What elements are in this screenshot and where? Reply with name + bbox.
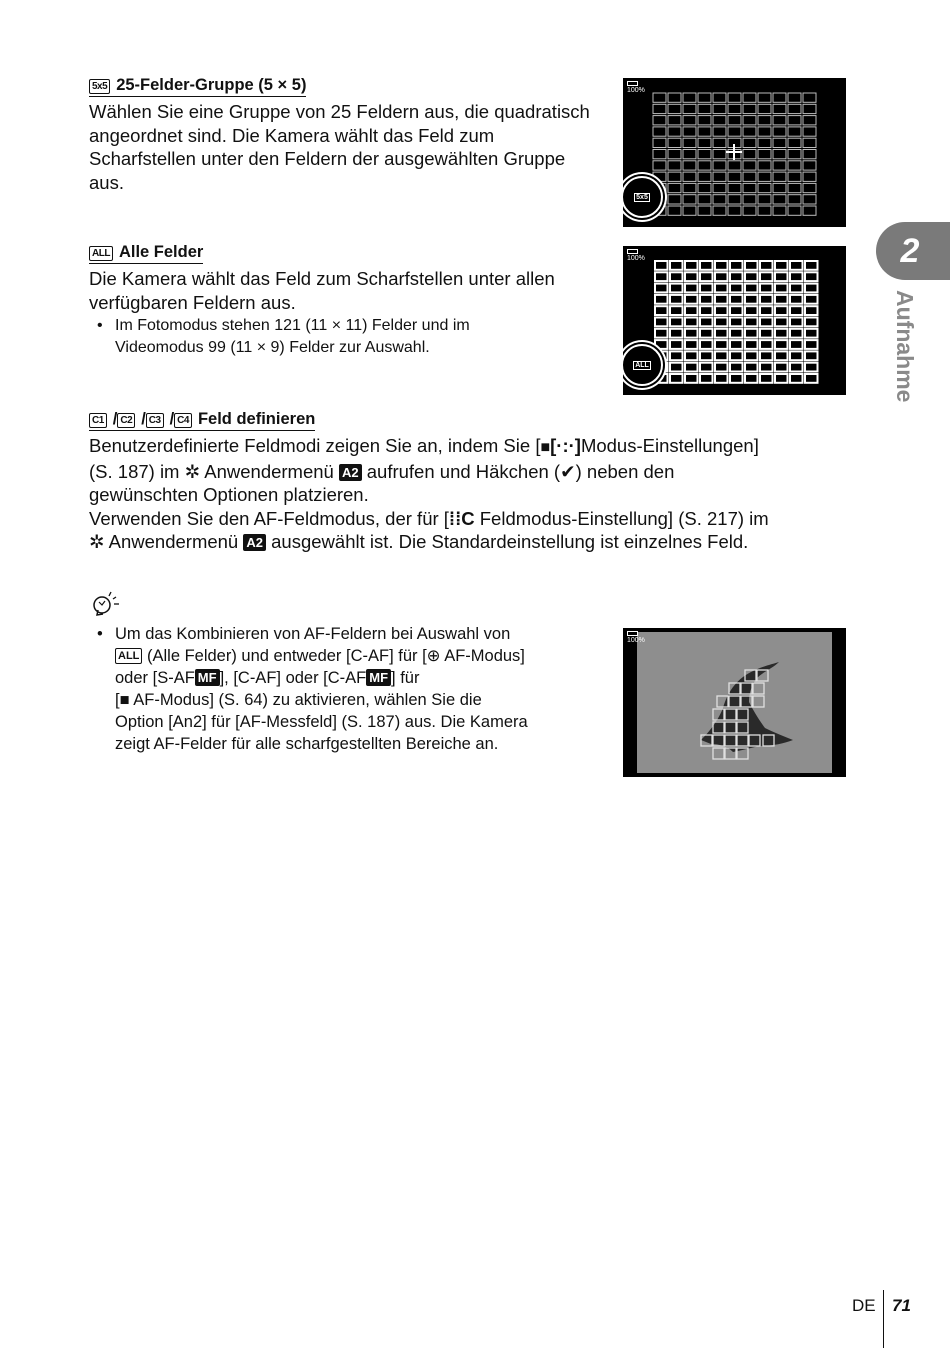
- af-field: [713, 183, 726, 192]
- af-field: [760, 340, 773, 349]
- af-field: [745, 340, 758, 349]
- af-field: [760, 272, 773, 281]
- tip-text: • Um das Kombinieren von AF-Feldern bei Auswahl von ALL (Alle Felder) und entweder [C-AF] für [⊕ AF-Modus] oder [S-AF MF ], [C-AF] oder [C-AF MF ] für [■ AF-Modus] (S. 64) zu aktivieren, wählen Sie die Option [An2] für [AF-Messfeld] (S. 187) aus. Die Kamera zeigt AF-Felder für alle scharfgestellten Bereiche an.: [89, 623, 620, 755]
- af-field: [683, 127, 696, 136]
- af-field: [758, 183, 771, 192]
- mode-dial-icon: [623, 176, 663, 218]
- af-field: [685, 351, 698, 360]
- af-field: [683, 93, 696, 102]
- af-field: [685, 374, 698, 383]
- af-field: [683, 104, 696, 113]
- af-field: [700, 261, 713, 270]
- chapter-label: Aufnahme: [892, 290, 918, 403]
- af-field: [805, 363, 818, 372]
- af-field: [715, 261, 728, 270]
- af-custom-icon: ⁞⁞C: [448, 507, 475, 529]
- af-field: [700, 284, 713, 293]
- af-field: [670, 340, 683, 349]
- af-field: [743, 206, 756, 215]
- menu-a2-icon: A2: [339, 464, 362, 481]
- af-field: [788, 93, 801, 102]
- heading-text: Feld definieren: [197, 410, 316, 428]
- af-field: [745, 351, 758, 360]
- af-field: [668, 161, 681, 170]
- af-field: [713, 161, 726, 170]
- af-field: [715, 329, 728, 338]
- active-af-field: [753, 683, 764, 694]
- af-field: [773, 172, 786, 181]
- af-field: [715, 272, 728, 281]
- af-field: [670, 306, 683, 315]
- af-field: [685, 329, 698, 338]
- af-field: [653, 116, 666, 125]
- af-field: [805, 340, 818, 349]
- af-field: [668, 150, 681, 159]
- af-field: [790, 374, 803, 383]
- af-field: [743, 195, 756, 204]
- af-field: [730, 318, 743, 327]
- af-field: [668, 104, 681, 113]
- mode-dial-icon: [623, 344, 663, 386]
- section-heading: [89, 76, 306, 97]
- af-field: [683, 116, 696, 125]
- active-af-field: [753, 696, 764, 707]
- af-field: [758, 161, 771, 170]
- af-field: [730, 351, 743, 360]
- af-field: [775, 261, 788, 270]
- af-field: [775, 272, 788, 281]
- af-field: [730, 363, 743, 372]
- af-field: [715, 284, 728, 293]
- af-field: [668, 206, 681, 215]
- tip-icon: [89, 588, 123, 623]
- af-field: [670, 261, 683, 270]
- af-field: [773, 195, 786, 204]
- page-number: 71: [892, 1296, 911, 1315]
- af-field: [713, 104, 726, 113]
- af-field: [668, 116, 681, 125]
- af-field: [683, 150, 696, 159]
- af-field: [685, 284, 698, 293]
- af-field: [668, 195, 681, 204]
- camera-icon: ■: [119, 691, 130, 709]
- zoom-label: 100%: [627, 637, 645, 644]
- af-field: [758, 127, 771, 136]
- af-field: [698, 183, 711, 192]
- af-field: [773, 127, 786, 136]
- af-field: [700, 340, 713, 349]
- af-field: [773, 206, 786, 215]
- af-field: [728, 127, 741, 136]
- af-field: [715, 363, 728, 372]
- af-field: [790, 306, 803, 315]
- gear-icon: ✲: [184, 460, 201, 482]
- footer: [852, 1296, 876, 1316]
- af-field: [655, 318, 668, 327]
- af-field: [698, 172, 711, 181]
- af-field: [745, 295, 758, 304]
- af-field: [745, 272, 758, 281]
- af-field: [788, 183, 801, 192]
- af-field: [715, 374, 728, 383]
- af-field: [788, 104, 801, 113]
- af-field: [775, 329, 788, 338]
- af-field: [775, 284, 788, 293]
- af-field: [743, 127, 756, 136]
- af-c2-icon: C2: [117, 413, 135, 428]
- af-field: [715, 351, 728, 360]
- af-field: [730, 329, 743, 338]
- af-field: [728, 161, 741, 170]
- af-field: [803, 195, 816, 204]
- af-field: [803, 172, 816, 181]
- af-field: [805, 284, 818, 293]
- af-field: [745, 284, 758, 293]
- section-heading: [89, 243, 203, 264]
- af-field: [728, 93, 741, 102]
- af-field: [745, 318, 758, 327]
- zoom-label: 100%: [627, 255, 645, 262]
- af-field: [698, 116, 711, 125]
- af-field: [805, 351, 818, 360]
- af-field: [713, 150, 726, 159]
- af-field: [805, 295, 818, 304]
- af-field: [713, 127, 726, 136]
- af-field: [700, 306, 713, 315]
- af-field: [715, 340, 728, 349]
- af-field: [760, 306, 773, 315]
- af-field: [773, 150, 786, 159]
- af-c1-icon: C1: [89, 413, 107, 428]
- af-field: [743, 172, 756, 181]
- af-field: [670, 272, 683, 281]
- af-field: [683, 206, 696, 215]
- gear-icon: ✲: [89, 531, 105, 552]
- dial-label: 5x5: [636, 193, 648, 201]
- af-field: [655, 329, 668, 338]
- af-field: [745, 363, 758, 372]
- af-field: [773, 183, 786, 192]
- af-field: [758, 138, 771, 147]
- af-field: [760, 374, 773, 383]
- af-field: [655, 295, 668, 304]
- af-field: [805, 261, 818, 270]
- af-field: [728, 183, 741, 192]
- list-item: • Im Fotomodus stehen 121 (11 × 11) Felder und im Videomodus 99 (11 × 9) Felder zur Auswahl.: [89, 315, 555, 359]
- af-field: [668, 172, 681, 181]
- af-field: [715, 306, 728, 315]
- af-field: [700, 351, 713, 360]
- af-field: [728, 116, 741, 125]
- chapter-tab: 2: [876, 222, 950, 280]
- camera-screen-5x5: [623, 78, 846, 227]
- af-field: [670, 351, 683, 360]
- af-field: [775, 306, 788, 315]
- af-field: [758, 150, 771, 159]
- af-field: [655, 284, 668, 293]
- camera-screen-all: [623, 246, 846, 395]
- af-field: [775, 363, 788, 372]
- af-field: [805, 329, 818, 338]
- af-field: [758, 195, 771, 204]
- af-field: [670, 374, 683, 383]
- af-field: [790, 329, 803, 338]
- af-field: [743, 116, 756, 125]
- section-text: Benutzerdefinierte Feldmodi zeigen Sie an, indem Sie [■[·:·]Modus-Einstellungen] (S. 187) im ✲ Anwendermenü A2 aufrufen und Häkchen (✔) neben den gewünschten Optionen platzieren. Verwenden Sie den AF-Feldmodus, der für [⁞⁞C Feldmodus-Einstellung] (S. 217) im ✲ Anwendermenü A2 ausgewählt ist. Die Standardeinstellung ist einzelnes Feld.: [89, 435, 769, 552]
- camera-icon: ■: [540, 439, 551, 456]
- section-25-fields: [89, 76, 594, 194]
- section-all-fields: [89, 243, 594, 359]
- movie-icon: ⊕: [426, 647, 441, 665]
- af-field: [728, 195, 741, 204]
- dial-label: ALL: [635, 361, 649, 369]
- af-field: [713, 116, 726, 125]
- af-field: [743, 138, 756, 147]
- section-custom-fields: [89, 410, 849, 554]
- footer-divider: [883, 1290, 884, 1348]
- bird-scene: [623, 628, 846, 777]
- af-field: [760, 318, 773, 327]
- af-field: [803, 206, 816, 215]
- active-af-field: [713, 748, 724, 759]
- af-field: [700, 374, 713, 383]
- af-field: [790, 284, 803, 293]
- af-c4-icon: C4: [174, 413, 192, 428]
- af-field: [788, 195, 801, 204]
- af-field: [713, 172, 726, 181]
- menu-a2-icon: A2: [243, 534, 266, 551]
- af-field: [790, 295, 803, 304]
- af-field: [790, 261, 803, 270]
- af-field: [668, 93, 681, 102]
- af-field: [760, 363, 773, 372]
- af-field: [760, 329, 773, 338]
- af-field: [745, 374, 758, 383]
- af-field: [698, 93, 711, 102]
- af-field: [803, 150, 816, 159]
- af-field: [653, 150, 666, 159]
- af-field: [653, 127, 666, 136]
- af-field: [700, 329, 713, 338]
- af-field: [775, 318, 788, 327]
- af-field: [773, 161, 786, 170]
- af-field: [803, 116, 816, 125]
- af-field: [803, 161, 816, 170]
- af-field: [758, 206, 771, 215]
- af-field: [683, 172, 696, 181]
- checkmark-icon: ✔: [560, 460, 576, 482]
- af-field: [803, 138, 816, 147]
- af-field: [683, 138, 696, 147]
- af-field: [790, 351, 803, 360]
- af-field: [730, 340, 743, 349]
- af-field: [760, 351, 773, 360]
- af-field: [655, 272, 668, 281]
- af-field: [788, 138, 801, 147]
- af-field: [743, 150, 756, 159]
- af-field: [685, 318, 698, 327]
- af-c3-icon: C3: [146, 413, 164, 428]
- af-field: [805, 272, 818, 281]
- af-field: [655, 261, 668, 270]
- af-field: [653, 161, 666, 170]
- af-field: [670, 363, 683, 372]
- af-field: [773, 116, 786, 125]
- af-field: [788, 116, 801, 125]
- af-field: [805, 374, 818, 383]
- af-field: [773, 138, 786, 147]
- af-field: [713, 93, 726, 102]
- af-field: [655, 306, 668, 315]
- af-field: [760, 284, 773, 293]
- af-field: [728, 172, 741, 181]
- af-field: [698, 150, 711, 159]
- af-field: [728, 206, 741, 215]
- af-field: [775, 351, 788, 360]
- af-field: [670, 284, 683, 293]
- af-field: [758, 93, 771, 102]
- af-field: [713, 206, 726, 215]
- af-field: [788, 172, 801, 181]
- af-field: [803, 104, 816, 113]
- section-text: Die Kamera wählt das Feld zum Scharfstellen unter allen verfügbaren Feldern aus.: [89, 268, 555, 313]
- section-heading: C1 / C2 / C3 / C4 Feld definieren: [89, 410, 315, 431]
- af-all-icon: ALL: [115, 648, 142, 664]
- af-field: [685, 363, 698, 372]
- mf-icon: MF: [366, 669, 391, 686]
- af-field: [685, 261, 698, 270]
- af-field: [670, 329, 683, 338]
- af-field: [760, 261, 773, 270]
- af-field: [758, 172, 771, 181]
- af-field: [685, 340, 698, 349]
- af-field: [653, 138, 666, 147]
- af-field: [803, 127, 816, 136]
- af-field: [775, 340, 788, 349]
- af-field: [715, 318, 728, 327]
- af-field: [743, 161, 756, 170]
- af-field: [685, 272, 698, 281]
- af-field: [698, 138, 711, 147]
- af-field: [698, 127, 711, 136]
- section-text: Wählen Sie eine Gruppe von 25 Feldern aus, die quadratisch angeordnet sind. Die Kamera wählt das Feld zum Scharfstellen unter den Feldern der ausgewählten Gruppe aus.: [89, 101, 590, 193]
- af-field: [685, 295, 698, 304]
- af-field: [730, 261, 743, 270]
- af-field: [730, 306, 743, 315]
- af-field: [730, 284, 743, 293]
- af-field: [803, 183, 816, 192]
- af-field: [788, 150, 801, 159]
- af-field: [655, 340, 668, 349]
- af-field: [653, 93, 666, 102]
- af-field: [698, 104, 711, 113]
- af-all-icon: ALL: [89, 246, 113, 261]
- af-field: [790, 363, 803, 372]
- af-field: [730, 295, 743, 304]
- af-field: [668, 138, 681, 147]
- af-field: [790, 340, 803, 349]
- af-field: [700, 272, 713, 281]
- af-field: [775, 295, 788, 304]
- af-field: [790, 272, 803, 281]
- af-field: [670, 318, 683, 327]
- af-field: [773, 104, 786, 113]
- af-field: [730, 374, 743, 383]
- af-field: [788, 206, 801, 215]
- af-field: [683, 195, 696, 204]
- af-field: [745, 329, 758, 338]
- camera-screen-bird: [623, 628, 846, 777]
- af-field: [715, 295, 728, 304]
- af-field: [788, 161, 801, 170]
- heading-text: Alle Felder: [118, 243, 204, 261]
- af-field: [758, 116, 771, 125]
- af-field: [803, 93, 816, 102]
- af-field: [685, 306, 698, 315]
- af-field: [745, 261, 758, 270]
- af-5x5-icon: 5x5: [89, 79, 110, 94]
- af-field: [698, 161, 711, 170]
- af-field: [700, 363, 713, 372]
- language-code: DE: [852, 1296, 876, 1315]
- af-field: [700, 295, 713, 304]
- af-field: [788, 127, 801, 136]
- af-field: [668, 183, 681, 192]
- af-field: [760, 295, 773, 304]
- af-field: [670, 295, 683, 304]
- af-field: [730, 272, 743, 281]
- af-field: [713, 195, 726, 204]
- af-field: [758, 104, 771, 113]
- af-field: [743, 104, 756, 113]
- af-field: [743, 93, 756, 102]
- af-field: [683, 183, 696, 192]
- heading-text: 25-Felder-Gruppe (5 × 5): [116, 76, 307, 94]
- af-field: [653, 104, 666, 113]
- af-field: [698, 195, 711, 204]
- zoom-label: 100%: [627, 87, 645, 94]
- af-field: [745, 306, 758, 315]
- af-target-icon: [·:·]: [550, 435, 581, 456]
- af-field: [728, 104, 741, 113]
- af-field: [773, 93, 786, 102]
- af-field: [790, 318, 803, 327]
- af-field: [683, 161, 696, 170]
- af-field: [805, 318, 818, 327]
- af-field: [805, 306, 818, 315]
- af-field: [713, 138, 726, 147]
- mf-icon: MF: [195, 669, 220, 686]
- af-field: [775, 374, 788, 383]
- af-field: [700, 318, 713, 327]
- af-field: [743, 183, 756, 192]
- af-field: [668, 127, 681, 136]
- af-field: [698, 206, 711, 215]
